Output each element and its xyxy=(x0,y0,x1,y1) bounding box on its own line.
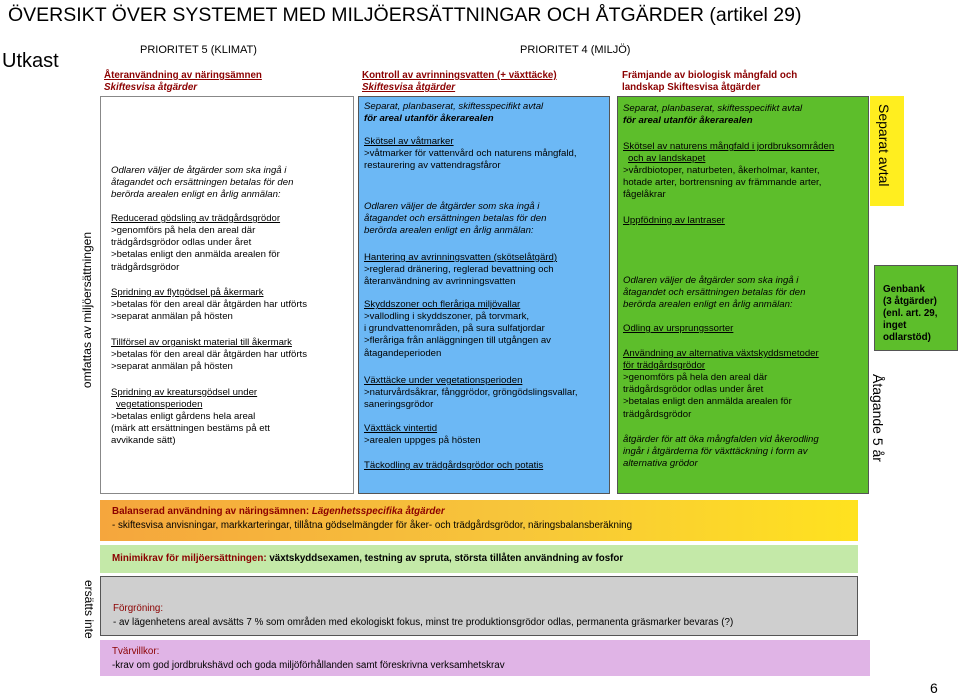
water-contract: Separat, planbaserat, skiftesspecifikt avtal xyxy=(364,101,544,112)
p5-intro: Odlaren väljer de åtgärder som ska ingå i åtagandet och ersättningen betalas för den berörda arealen enligt en årlig anmälan: xyxy=(111,165,294,201)
page-number: 6 xyxy=(930,680,938,696)
balanced-use-body: - skiftesvisa anvisningar, markkarteringar, tillåtna gödselmängder för åker- och trädgårdsgrödor, näringsbalansberäkning xyxy=(112,520,633,531)
not-compensated-label: ersätts inte xyxy=(82,580,96,639)
cross-compliance-box xyxy=(100,640,870,676)
separate-contract-label: Separat avtal xyxy=(876,104,892,187)
greening-body: - av lägenhetens areal avsätts 7 % som områden med ekologiskt fokus, minst tre produktionsgrödor odlas, permanenta gräsmarker bevaras (?) xyxy=(113,617,734,628)
priority5-box xyxy=(100,96,354,494)
greening-box xyxy=(100,576,858,636)
genbank-text: Genbank (3 åtgärder) (enl. art. 29, inget odlarstöd) xyxy=(883,284,938,343)
balanced-use-title: Balanserad användning av näringsämnen: Lägenhetsspecifika åtgärder xyxy=(112,506,445,517)
p4-bio-sub2: landskap Skiftesvisa åtgärder xyxy=(622,82,761,93)
water-measure-5-title: Växttäck vintertid xyxy=(364,423,438,434)
genbank-box xyxy=(874,265,958,351)
p5-measure-2-title: Spridning av flytgödsel på åkermark xyxy=(111,287,264,298)
water-measure-3-title: Skyddszoner och fleråriga miljövallar xyxy=(364,299,521,310)
water-measure-1-body: >våtmarker för vattenvård och naturens mångfald, restaurering av vattendragsfåror xyxy=(364,148,577,172)
bio-measure-1-body: >vårdbiotoper, naturbeten, åkerholmar, kanter, hotade arter, bortrensning av främmande arter, fågelåkrar xyxy=(623,165,822,201)
bio-measure-1-title: Skötsel av naturens mångfald i jordbruksområden xyxy=(623,141,835,152)
p5-measure-4-title: Spridning av kreatursgödsel under xyxy=(111,387,258,398)
water-measure-2-body: >reglerad dränering, reglerad bevattning och återanvändning av avrinningsvatten xyxy=(364,264,554,288)
bio-measure-2-title: Uppfödning av lantraser xyxy=(623,215,725,226)
bio-measure-3-title: Odling av ursprungssorter xyxy=(623,323,734,334)
p5-measure-3-body: >betalas för den areal där åtgärden har utförts >separat anmälan på hösten xyxy=(111,349,307,373)
page-title: ÖVERSIKT ÖVER SYSTEMET MED MILJÖERSÄTTNINGAR OCH ÅTGÄRDER (artikel 29) xyxy=(8,4,802,26)
p5-sub2: Skiftesvisa åtgärder xyxy=(104,82,198,93)
bio-contract2: för areal utanför åkerarealen xyxy=(623,115,753,126)
bio-measure-5: åtgärder för att öka mångfalden vid åkerodling ingår i åtgärderna för växttäckning i form av alternativa grödor xyxy=(623,434,819,470)
bio-contract: Separat, planbaserat, skiftesspecifikt avtal xyxy=(623,103,803,114)
water-measure-6-title: Täckodling av trädgårdsgrödor och potatis xyxy=(364,460,544,471)
p5-measure-1-title: Reducerad gödsling av trädgårdsgrödor xyxy=(111,213,281,224)
bio-measure-1-title2: och av landskapet xyxy=(628,153,706,164)
water-measure-2-title: Hantering av avrinningsvatten (skötselåtgärd) xyxy=(364,252,558,263)
water-measure-4-title: Växttäcke under vegetationsperioden xyxy=(364,375,523,386)
water-intro: Odlaren väljer de åtgärder som ska ingå i åtagandet och ersättningen betalas för den berörda arealen enligt en årlig anmälan: xyxy=(364,201,547,237)
balanced-use-box xyxy=(100,500,858,541)
water-measure-1-title: Skötsel av våtmarker xyxy=(364,136,454,147)
p5-measure-3-title: Tillförsel av organiskt material till åkermark xyxy=(111,337,292,348)
p5-sub1: Återanvändning av näringsämnen xyxy=(104,70,262,81)
minimum-requirements-text: Minimikrav för miljöersättningen: växtskyddsexamen, testning av spruta, största tillåten användning av fosfor xyxy=(112,553,624,564)
p4-bio-sub1: Främjande av biologisk mångfald och xyxy=(622,70,798,81)
water-contract2: för areal utanför åkerarealen xyxy=(364,113,494,124)
bio-intro: Odlaren väljer de åtgärder som ska ingå i åtagandet och ersättningen betalas för den berörda arealen enligt en årlig anmälan: xyxy=(623,275,806,311)
covered-label: omfattas av miljöersättningen xyxy=(80,232,94,389)
draft-label: Utkast xyxy=(2,50,59,72)
cross-compliance-body: -krav om god jordbrukshävd och goda miljöförhållanden samt föreskrivna verksamhetskrav xyxy=(112,660,505,671)
minimum-requirements-box xyxy=(100,545,858,573)
p5-measure-1-body: >genomförs på hela den areal där trädgårdsgrödor odlas under året >betalas enligt den anmälda arealen för trädgårdsgrödor xyxy=(111,225,280,273)
water-box xyxy=(358,96,610,494)
bio-measure-4-title2: för trädgårdsgrödor xyxy=(623,360,706,371)
p5-measure-4-title2: vegetationsperioden xyxy=(116,399,203,410)
bio-measure-4-body: >genomförs på hela den areal där trädgårdsgrödor odlas under året >betalas enligt den anmälda arealen för trädgårdsgrödor xyxy=(623,372,792,420)
p5-measure-2-body: >betalas för den areal där åtgärden har utförts >separat anmälan på hösten xyxy=(111,299,307,323)
cross-compliance-title: Tvärvillkor: xyxy=(112,646,160,657)
p4-water-sub1: Kontroll av avrinningsvatten (+ växttäcke) xyxy=(362,70,557,81)
commitment-label: Åtagande 5 år xyxy=(870,374,886,462)
p4-water-sub2: Skiftesvisa åtgärder xyxy=(362,82,456,93)
water-measure-4-body: >naturvårdsåkrar, fånggrödor, gröngödslingsvallar, saneringsgrödor xyxy=(364,387,578,411)
bio-measure-4-title: Användning av alternativa växtskyddsmetoder xyxy=(623,348,819,359)
water-measure-3-body: >vallodling i skyddszoner, på torvmark, i grundvattenområden, på sura sulfatjordar >fleråriga från anläggningen till utgången av åtagandeperioden xyxy=(364,311,551,359)
priority5-heading: PRIORITET 5 (KLIMAT) xyxy=(140,44,257,56)
greening-title: Förgröning: xyxy=(113,603,164,614)
p5-measure-4-body: >betalas enligt gårdens hela areal (märk att ersättningen bestäms på ett avvikande sätt) xyxy=(111,411,270,447)
priority4-heading: PRIORITET 4 (MILJÖ) xyxy=(520,44,631,56)
water-measure-5-body: >arealen uppges på hösten xyxy=(364,435,481,446)
biodiversity-box xyxy=(617,96,869,494)
